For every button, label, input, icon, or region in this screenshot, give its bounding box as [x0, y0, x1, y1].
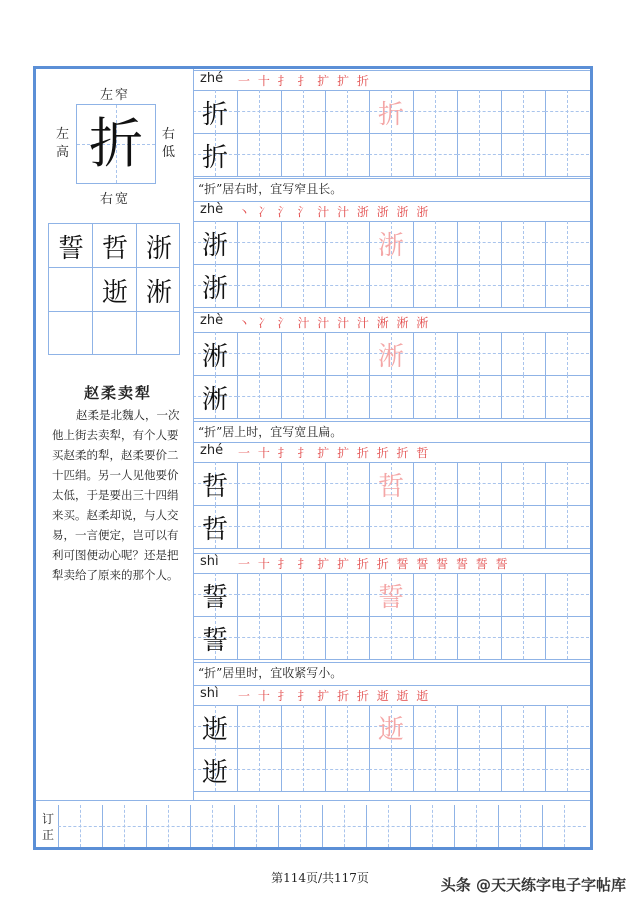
related-char: 浙	[145, 234, 172, 264]
model-char: 哲	[201, 515, 228, 545]
stroke-order: 一 十 扌 扌 扩 扩 折 折 誓 誓 誓 誓 誓 誓	[238, 557, 510, 571]
story-body: 赵柔是北魏人，一次他上街去卖犁，有个人要买赵柔的犁，赵柔要价二十匹绢。另一人见他要价太低，于是要出三十四绢来买。赵柔却说，与人交易，一言便定，岂可以有利可图便动心呢？还是把犁卖给了原来的那个人。	[52, 408, 180, 582]
pinyin-label: shì	[200, 686, 219, 701]
model-char: 淅	[201, 385, 228, 415]
layout-note: “折”居上时，宜写宽且扁。	[198, 425, 343, 439]
layout-note: “折”居里时，宜收紧写小。	[198, 666, 343, 680]
correction-label: 订正	[42, 812, 55, 842]
page-number: 第114页/共117页	[271, 871, 369, 885]
hero-bottom-label: 右宽	[100, 192, 131, 207]
trace-char: 哲	[377, 472, 404, 502]
pinyin-label: zhé	[200, 443, 224, 458]
layout-note: “折”居右时，宜写窄且长。	[198, 182, 343, 196]
model-char: 哲	[201, 472, 228, 502]
model-char: 誓	[201, 626, 228, 656]
stroke-order: 一 十 扌 扌 扩 扩 折 折 折 哲	[238, 446, 431, 460]
trace-char: 折	[377, 100, 404, 130]
pinyin-label: zhè	[200, 202, 224, 217]
pinyin-label: zhé	[200, 71, 224, 86]
related-grid	[48, 223, 180, 355]
hero-right-label: 右低	[162, 127, 176, 160]
watermark: 头条 @天天练字电子字帖库	[440, 876, 626, 894]
trace-char: 淅	[377, 342, 404, 372]
hero-left-label: 左高	[56, 127, 70, 160]
trace-char: 誓	[377, 583, 404, 613]
stroke-order: 一 十 扌 扌 扩 折 折 逝 逝 逝	[238, 689, 431, 703]
related-char: 誓	[57, 234, 84, 264]
pinyin-label: shì	[200, 554, 219, 569]
hero-char-box	[76, 104, 156, 184]
hero-top-label: 左窄	[100, 88, 131, 103]
model-char: 誓	[201, 583, 228, 613]
stroke-order: 丶 冫 氵 汁 汁 汁 汁 淅 淅 淅	[238, 316, 431, 330]
related-char: 哲	[101, 234, 128, 264]
model-char: 逝	[201, 758, 228, 788]
trace-char: 逝	[377, 715, 404, 745]
hero-char: 折	[89, 112, 143, 175]
related-char: 逝	[101, 278, 128, 308]
stroke-order: 一 十 扌 扌 扩 扩 折	[238, 74, 371, 88]
trace-char: 浙	[377, 231, 404, 261]
pinyin-label: zhè	[200, 313, 224, 328]
model-char: 浙	[201, 231, 228, 261]
model-char: 浙	[201, 274, 228, 304]
story-title: 赵柔卖犁	[83, 384, 152, 402]
model-char: 折	[201, 143, 228, 173]
model-char: 逝	[201, 715, 228, 745]
correction-row	[36, 800, 590, 849]
model-char: 淅	[201, 342, 228, 372]
related-char: 淅	[145, 278, 172, 308]
stroke-order: 丶 冫 氵 氵 汁 汁 浙 浙 浙 浙	[238, 205, 431, 219]
model-char: 折	[201, 100, 228, 130]
